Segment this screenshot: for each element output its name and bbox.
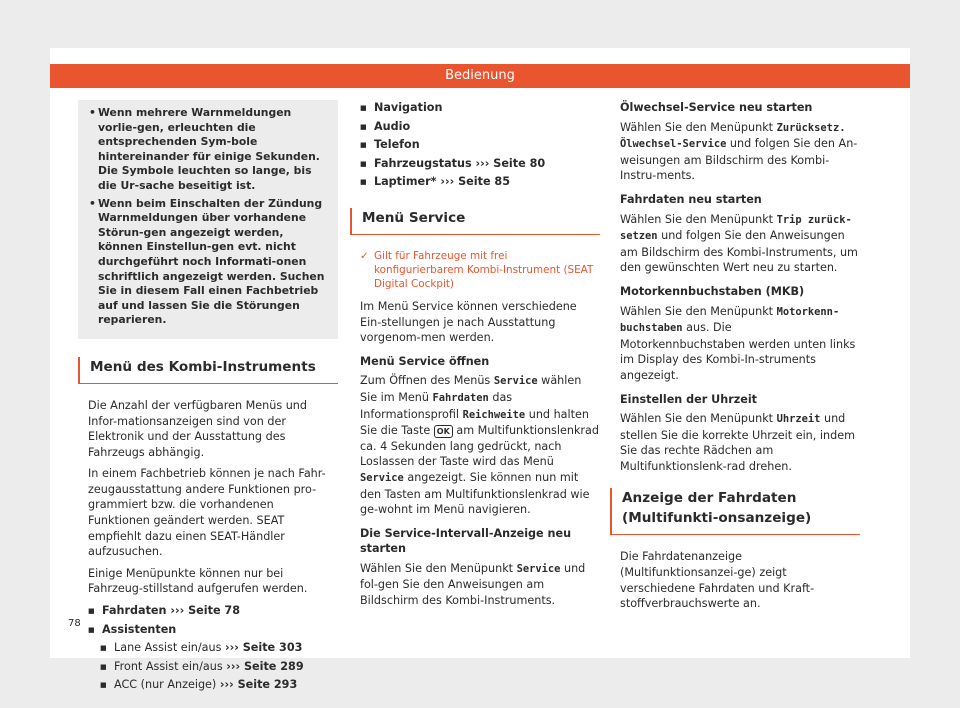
subheading: Einstellen der Uhrzeit: [620, 392, 758, 406]
paragraph: Im Menü Service können verschiedene Ein-stellungen je nach Ausstattung vorgenom-men werden.: [360, 299, 577, 345]
paragraph: Wählen Sie den Menüpunkt Zurücksetz. Ölwechsel-Service und folgen Sie den An-weisungen am Bildschirm des Kombi-Instru-ments.: [620, 120, 858, 183]
list-item: ■ Audio: [360, 119, 600, 135]
page-link[interactable]: ››› Seite 80: [475, 156, 546, 170]
subheading: Menü Service öffnen: [360, 354, 490, 368]
warning-item: • Wenn mehrere Warnmeldungen vorlie-gen, erleuchten die entsprechenden Sym-bole hintereinander für einige Sekunden. Die Symbole leuchten so lange, bis die Ur-sache beseitigt ist.: [98, 106, 328, 194]
warning-box: [78, 100, 338, 339]
column-3: [620, 100, 860, 618]
paragraph: Einige Menüpunkte können nur bei Fahrzeug-stillstand aufgerufen werden.: [88, 566, 308, 596]
menu-list: [360, 100, 600, 190]
list-item: ■ Navigation: [360, 100, 600, 116]
subheading: Motorkennbuchstaben (MKB): [620, 284, 805, 298]
list-item: ■ Front Assist ein/aus ››› Seite 289: [88, 659, 338, 675]
column-2: [360, 100, 600, 615]
page-link[interactable]: ››› Seite 85: [440, 175, 510, 189]
page-link[interactable]: ››› Seite 303: [225, 641, 303, 655]
column-1: [88, 100, 338, 696]
section-title-fahrdaten: Anzeige der Fahrdaten (Multifunkti-onsanzeige): [610, 488, 860, 535]
applicability-note: ✓ Gilt für Fahrzeuge mit frei konfigurierbarem Kombi-Instrument (SEAT Digital Cockpit): [360, 249, 600, 291]
paragraph: Wählen Sie den Menüpunkt Service und fol-gen Sie den Anweisungen am Bildschirm des Kombi-Instruments.: [360, 561, 586, 608]
list-item: ■ Fahrzeugstatus ››› Seite 80: [360, 156, 600, 172]
section-title-kombi: Menü des Kombi-Instruments: [78, 357, 338, 384]
list-item: ■ Assistenten: [88, 622, 338, 638]
paragraph: In einem Fachbetrieb können je nach Fahr-zeugausstattung andere Funktionen pro-grammiert bzw. die vorhandenen Funktionen geändert werden. SEAT empfiehlt dazu einen SEAT-Händler aufzusuchen.: [88, 467, 326, 559]
list-item: ■ Lane Assist ein/aus ››› Seite 303: [88, 640, 338, 656]
page-number: 78: [68, 618, 81, 629]
subheading: Fahrdaten neu starten: [620, 192, 762, 206]
subheading: Ölwechsel-Service neu starten: [620, 101, 813, 114]
page-link[interactable]: ››› Seite 293: [219, 678, 298, 692]
list-item: ■ Fahrdaten ››› Seite 78: [88, 603, 338, 619]
section-title-service: Menü Service: [350, 208, 600, 235]
paragraph: Die Anzahl der verfügbaren Menüs und Infor-mationsanzeigen sind von der Elektronik und der Ausstattung des Fahrzeugs abhängig.: [88, 398, 307, 459]
page-link[interactable]: ››› Seite 78: [170, 604, 240, 618]
page-link[interactable]: ››› Seite 289: [226, 659, 304, 673]
list-item: ■ ACC (nur Anzeige) ››› Seite 293: [88, 677, 338, 693]
paragraph: Zum Öffnen des Menüs Service wählen Sie im Menü Fahrdaten das Informationsprofil Reichweite und halten Sie die Taste OK am Multifunktionslenkrad ca. 4 Sekunden lang gedrückt, nach Loslassen der Taste wird das Menü Service angezeigt. Sie können nun mit den Tasten am Multifunktionslenkrad wie ge-wohnt im Menü navigieren.: [360, 374, 599, 517]
section-header: Bedienung: [50, 64, 910, 88]
subheading: Die Service-Intervall-Anzeige neu starten: [360, 526, 572, 556]
list-item: ■ Telefon: [360, 137, 600, 153]
paragraph: Wählen Sie den Menüpunkt Motorkenn-buchstaben aus. Die Motorkennbuchstaben werden unten links im Display des Kombi-In-struments angezeigt.: [620, 304, 856, 382]
paragraph: Wählen Sie den Menüpunkt Uhrzeit und stellen Sie die korrekte Uhrzeit ein, indem Sie das rechte Rädchen am Multifunktionslenk-rad drehen.: [620, 412, 855, 473]
paragraph: Die Fahrdatenanzeige (Multifunktionsanzei-ge) zeigt verschiedene Fahrdaten und Kraft-stoffverbrauchswerte an.: [620, 550, 815, 611]
paragraph: Wählen Sie den Menüpunkt Trip zurück-setzen und folgen Sie den Anweisungen am Bildschirm des Kombi-Instruments, um den gewünschten Wert neu zu starten.: [620, 212, 858, 275]
menu-list: [88, 603, 338, 693]
ok-button-icon: OK: [434, 425, 453, 438]
warning-item: • Wenn beim Einschalten der Zündung Warnmeldungen über vorhandene Störun-gen angezeigt werden, können Einstellun-gen evt. nicht durchgeführt noch Informati-onen schriftlich angezeigt werden. Suchen Sie in diesem Fall einen Fachbetrieb auf und lassen Sie die Störungen reparieren.: [98, 197, 328, 328]
list-item: ■ Laptimer* ››› Seite 85: [360, 174, 600, 190]
